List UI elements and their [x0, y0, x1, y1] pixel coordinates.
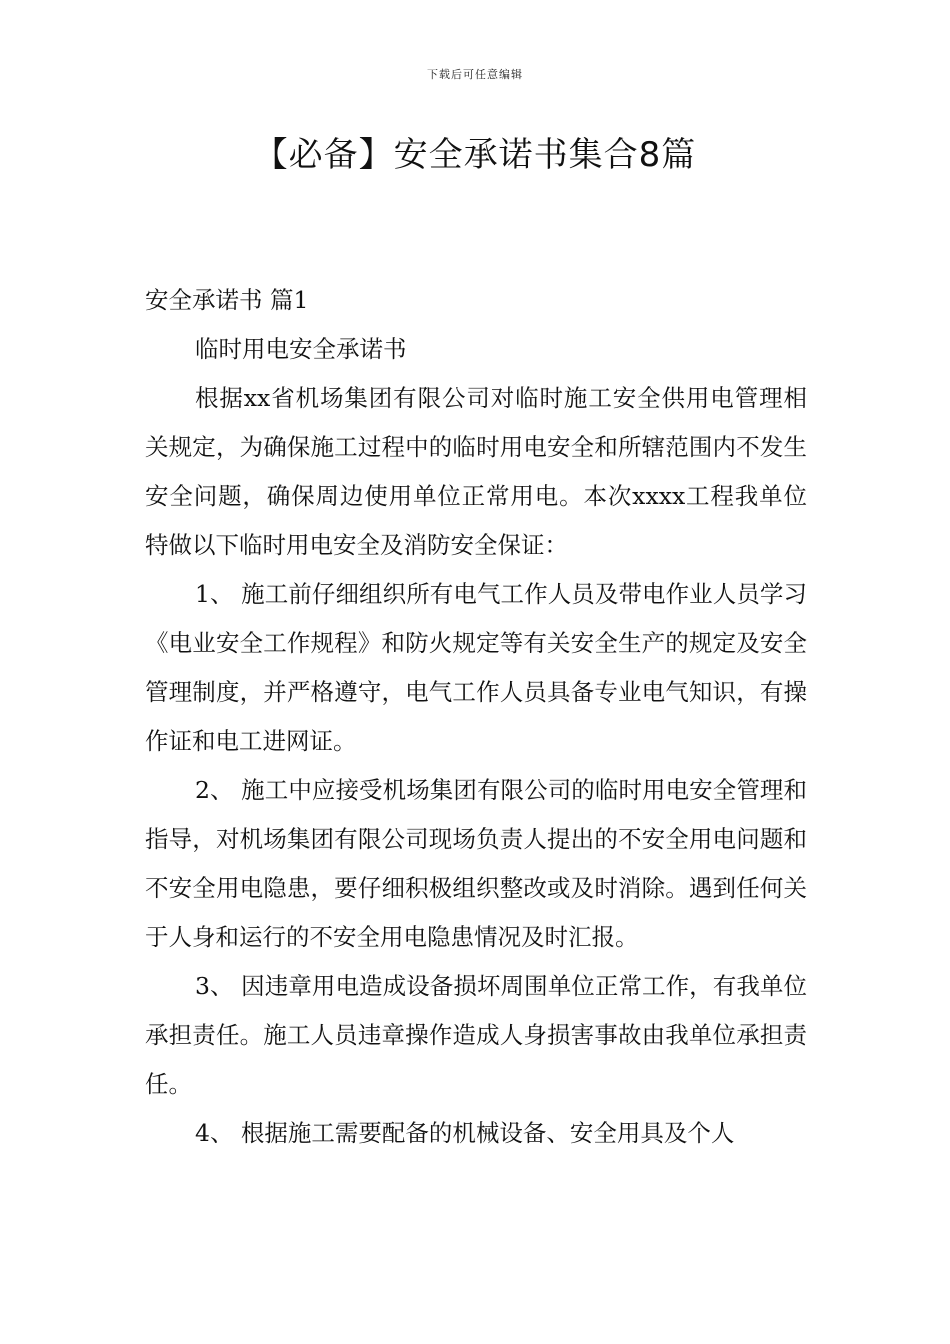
paragraph-item-4: 4、 根据施工需要配备的机械设备、安全用具及个人 [195, 1119, 735, 1147]
paragraph-item-1: 1、 施工前仔细组织所有电气工作人员及带电作业人员学习《电业安全工作规程》和防火规定等有关安全生产的规定及安全管理制度，并严格遵守，电气工作人员具备专业电气知识，有操作证和电工进网证。 [145, 580, 807, 755]
body-text [145, 374, 807, 1158]
section-heading: 安全承诺书 篇1 [145, 286, 309, 314]
paragraph-item-3: 3、 因违章用电造成设备损坏周围单位正常工作，有我单位承担责任。施工人员违章操作造成人身损害事故由我单位承担责任。 [145, 972, 807, 1098]
paragraph-intro: 根据xx省机场集团有限公司对临时施工安全供用电管理相关规定，为确保施工过程中的临时用电安全和所辖范围内不发生安全问题，确保周边使用单位正常用电。本次xxxx工程我单位特做以下临时用电安全及消防安全保证： [145, 384, 807, 559]
section-subheading: 临时用电安全承诺书 [195, 335, 407, 363]
header-note: 下载后可任意编辑 [427, 68, 523, 81]
paragraph-item-2: 2、 施工中应接受机场集团有限公司的临时用电安全管理和指导，对机场集团有限公司现场负责人提出的不安全用电问题和不安全用电隐患，要仔细积极组织整改或及时消除。遇到任何关于人身和运行的不安全用电隐患情况及时汇报。 [145, 776, 807, 951]
document-title: 【必备】安全承诺书集合8篇 [253, 135, 697, 175]
